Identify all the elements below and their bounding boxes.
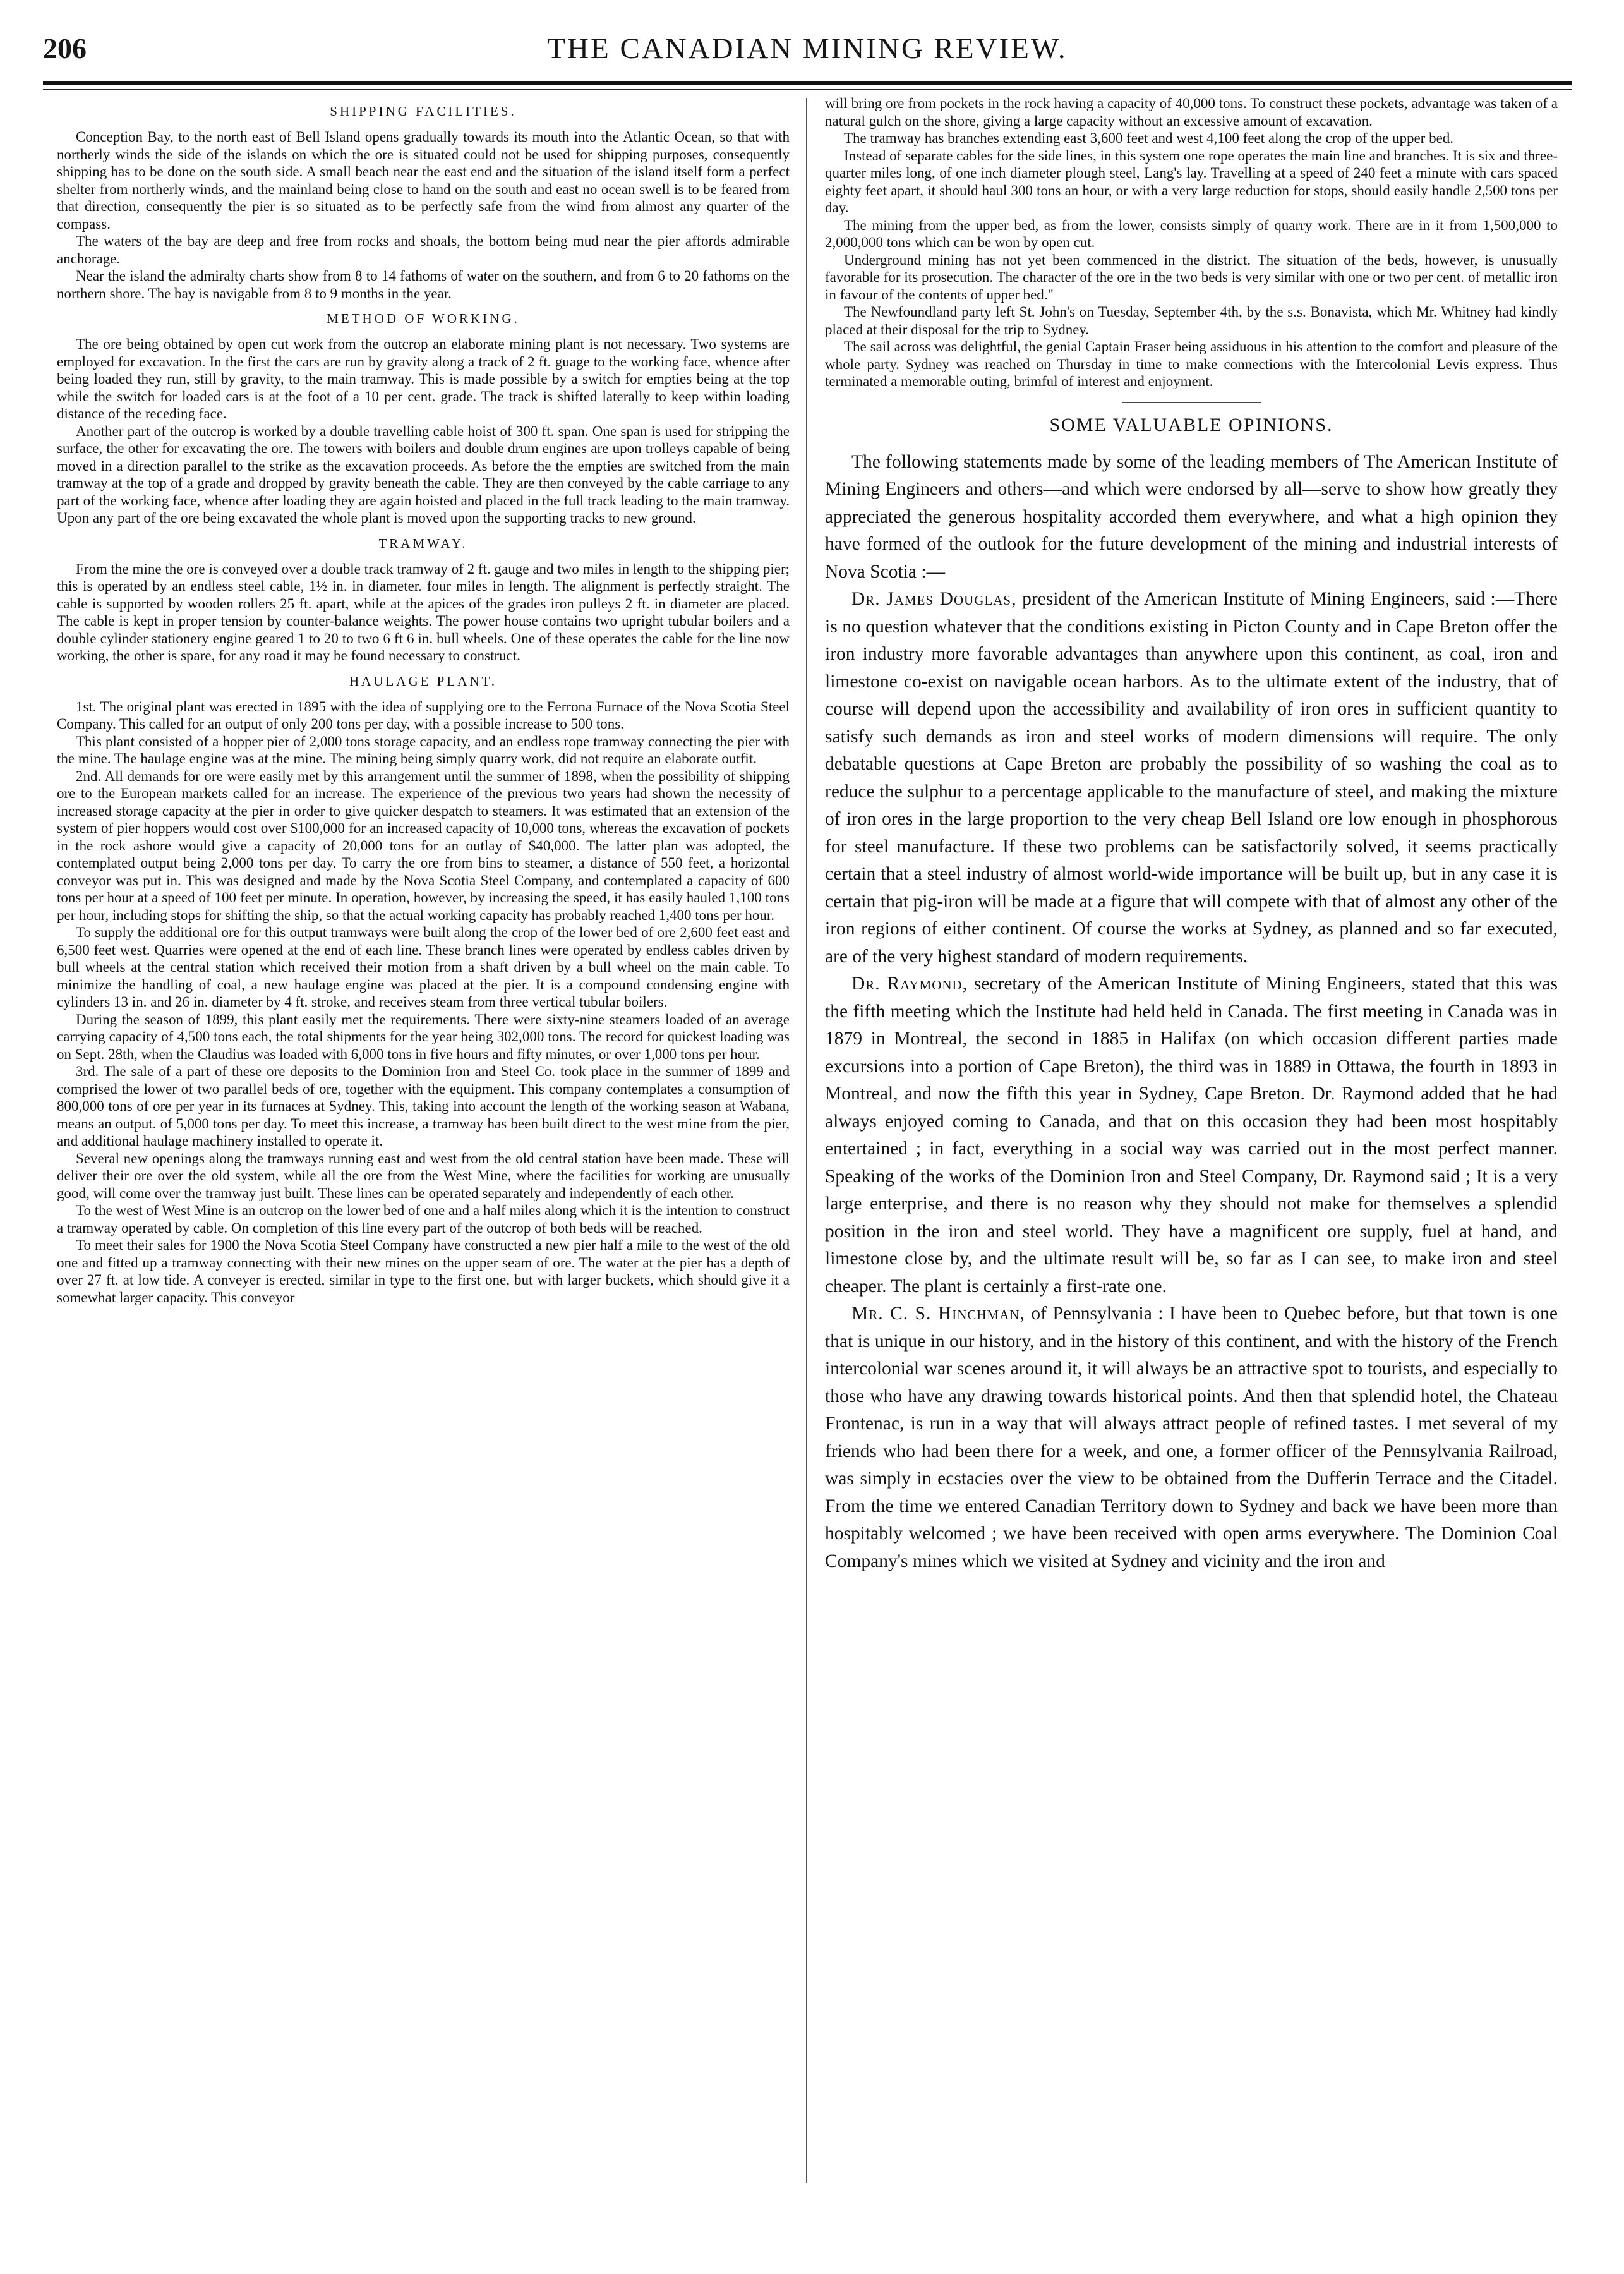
paragraph: The tramway has branches extending east 3,600 feet and west 4,100 feet along the crop of the upper bed. bbox=[844, 130, 1454, 146]
paragraph: The ore being obtained by open cut work from the outcrop an elaborate mining plant is not necessary. Two systems are employed for excavation. In the first the cars are run by gravity along a track of 2 ft. guage to the working face, whence after being loaded they run, still by gravity, to the main tramway. This is made possible by a switch for empties being at the top while the switch for loaded cars is at the foot of a 10 per cent. grade. The track is shifted laterally to keep within loading distance of the receding face. bbox=[57, 336, 790, 421]
paragraph: To the west of West Mine is an outcrop on the lower bed of one and a half miles along which it is the intention to construct a tramway operated by cable. On completion of this line every part of the outcrop of both beds will be reached. bbox=[57, 1202, 790, 1236]
opinion-entry bbox=[825, 971, 1558, 1300]
paragraph: The Newfoundland party left St. John's on Tuesday, September 4th, by the s.s. Bonavista, which Mr. Whitney had kindly placed at their disposal for the trip to Sydney. bbox=[825, 304, 1558, 337]
section-heading-method: METHOD OF WORKING. bbox=[327, 311, 520, 326]
page-number: 206 bbox=[43, 32, 87, 64]
opinion-text: president of the American Institute of Mining Engineers, said :—There is no question whatever that the conditions existing in Picton County and in Cape Breton offer the iron industry more favorable advantages than anywhere upon this continent, as coal, iron and limestone co-exist on navigable ocean harbors. As to the ultimate extent of the industry, that of course will depend upon the accessibility and availability of iron ores in sufficient quantity to satisfy such demands as iron and steel works of modern dimensions will require. The only debatable questions at Cape Breton are probably the possibility of so washing the coal as to reduce the sulphur to a percentage applicable to the manufacture of steel, and making the mixture of iron ores in the large proportion to the very cheap Bell Island ore low enough in phosphorous for steel manufacture. If these two problems can be satisfactorily solved, it seems practically certain that a steel industry of almost world-wide importance will be built up, but in any case it is certain that pig-iron will be made at a figure that will compete with that of almost any other of the iron regions of either continent. Of course the works at Sydney, as planned and so far executed, are of the very highest standard of modern requirements. bbox=[825, 589, 1558, 967]
page-header bbox=[43, 32, 1572, 76]
left-column bbox=[57, 95, 790, 2196]
header-rule bbox=[43, 81, 1572, 85]
paragraph: The sail across was delightful, the genial Captain Fraser being assiduous in his attention to the comfort and pleasure of the whole party. Sydney was reached on Thursday in time to make connections with the Intercolonial Levis express. Thus terminated a memorable outing, brimful of interest and enjoyment. bbox=[825, 339, 1558, 389]
header-rule-thin bbox=[43, 89, 1572, 90]
section-heading-tramway: TRAMWAY. bbox=[378, 535, 468, 551]
section-heading-shipping: SHIPPING FACILITIES. bbox=[330, 104, 517, 119]
paragraph: From the mine the ore is conveyed over a double track tramway of 2 ft. gauge and two miles in length to the shipping pier; this is operated by an endless steel cable, 1½ in. in diameter. four miles in length. The alignment is perfectly straight. The cable is supported by wooden rollers 25 ft. apart, while at the apices of the grades iron pulleys 2 ft. in diameter are placed. The cable is kept in proper tension by counter-balance weights. The power house contains two upright tubular boilers and a double cylinder stationery engine geared 1 to 20 to two 6 ft 6 in. bull wheels. One of these operates the cable for the line now working, the other is spare, for any road it may be found necessary to construct. bbox=[57, 560, 790, 663]
paragraph: To meet their sales for 1900 the Nova Scotia Steel Company have constructed a new pier half a mile to the west of the old one and fitted up a tramway connecting with their new mines on the upper seam of ore. The water at the pier has a depth of over 27 ft. at low tide. A conveyer is erected, similar in type to the first one, but with larger buckets, which should give it a somewhat larger capacity. This conveyor bbox=[57, 1237, 790, 1305]
paragraph: Conception Bay, to the north east of Bell Island opens gradually towards its mouth into the Atlantic Ocean, so that with northerly winds the side of the islands on which the ore is situated could not be used for shipping purposes, consequently shipping has to be done on the south side. A small beach near the east end and the situation of the island itself form a perfect shelter from northerly winds, and the mainland being close to hand on the south and east no ocean swell is to be feared from that direction, consequently the pier is so situated as to be perfectly safe from the wind from almost any quarter of the compass. bbox=[57, 129, 790, 232]
opinions-intro: The following statements made by some of the leading members of The American Institute of Mining Engineers and others—and which were endorsed by all—serve to show how greatly they appreciated the generous hospitality accorded them everywhere, and what a high opinion they have formed of the outlook for the future development of the mining and industrial interests of Nova Scotia :— bbox=[825, 451, 1558, 582]
column-divider bbox=[806, 98, 807, 2183]
opinion-entry bbox=[825, 1300, 1558, 1575]
paragraph: The waters of the bay are deep and free from rocks and shoals, the bottom being mud near the pier affords admirable anchorage. bbox=[57, 233, 790, 267]
opinions-heading: SOME VALUABLE OPINIONS. bbox=[1049, 414, 1333, 435]
paragraph: 3rd. The sale of a part of these ore deposits to the Dominion Iron and Steel Co. took place in the summer of 1899 and comprised the lower of two parallel beds of ore, together with the equipment. This company contemplates a consumption of 800,000 tons of ore per year in its furnaces at Sydney. This, taking into account the length of the working season at Wabana, means an output. of 5,000 tons per day. To meet this increase, a tramway has been built direct to the west mine from the pier, and additional haulage machinery installed to operate it. bbox=[57, 1063, 790, 1149]
paragraph: During the season of 1899, this plant easily met the requirements. There were sixty-nine steamers loaded of an average carrying capacity of 4,500 tons each, the total shipments for the year being 302,000 tons. The record for quickest loading was on Sept. 28th, when the Claudius was loaded with 6,000 tons in five hours and fifty minutes, or over 1,000 tons per hour. bbox=[57, 1011, 790, 1062]
paragraph: Near the island the admiralty charts show from 8 to 14 fathoms of water on the southern, and from 6 to 20 fathoms on the northern shore. The bay is navigable from 8 to 9 months in the year. bbox=[57, 268, 790, 301]
section-separator bbox=[1122, 402, 1261, 403]
opinion-text: secretary of the American Institute of Mining Engineers, stated that this was the fifth meeting which the Institute had held held in Canada. The first meeting in Canada was in 1879 in Montreal, the second in 1885 in Halifax (on which occasion different parties made excursions into a portion of Cape Breton), the third was in 1889 in Ottawa, the fourth in 1893 in Montreal, and now the fifth this year in Sydney, Cape Breton. Dr. Raymond added that he had always enjoyed coming to Canada, and that on this occasion they had been most hospitably entertained ; in fact, everything in a social way was carried out in the most perfect manner. Speaking of the works of the Dominion Iron and Steel Company, Dr. Raymond said ; It is a very large enterprise, and there is no reason why they should not make for themselves a splendid position in the iron and steel world. They have a magnificent ore supply, fuel at hand, and limestone close by, and the ultimate result will be, so far as I can see, to make iron and steel cheaper. The plant is certainly a first-rate one. bbox=[825, 974, 1558, 1297]
paragraph: The mining from the upper bed, as from the lower, consists simply of quarry work. There are in it from 1,500,000 to 2,000,000 tons which can be won by open cut. bbox=[825, 217, 1558, 250]
speaker-name: Dr. James Douglas, bbox=[851, 589, 1017, 609]
paragraph: To supply the additional ore for this output tramways were built along the crop of the lower bed of ore 2,600 feet east and 6,500 feet west. Quarries were opened at the end of each line. These branch lines were operated by endless cables driven by bull wheels at the central station which received their motion from a shaft driven by a bull wheel on the main cable. To minimize the handling of coal, a new haulage engine was placed at the pier. It is a compound condensing engine with cylinders 13 in. and 26 in. diameter by 4 ft. stroke, and receives steam from three vertical tubular boilers. bbox=[57, 924, 790, 1010]
speaker-name: Mr. C. S. Hinchman, bbox=[851, 1303, 1025, 1324]
continued-article bbox=[825, 95, 1558, 390]
paragraph: Another part of the outcrop is worked by a double travelling cable hoist of 300 ft. span. One span is used for stripping the surface, the other for excavating the ore. The towers with boilers and double drum engines are upon trolleys capable of being moved in a direction parallel to the strike as the excavation proceeds. As before the the empties are switched from the main tramway at the top of a grade and dropped by gravity beneath the cable. They are then conveyed by the cable carriage to any part of the working face, whence after loading they are again hoisted and placed in the full track leading to the main tramway. Upon any part of the ore being excavated the whole plant is moved upon the supporting tracks to new ground. bbox=[57, 423, 790, 526]
paragraph: Underground mining has not yet been commenced in the district. The situation of the beds, however, is unusually favorable for its prosecution. The character of the ore in the two beds is very similar with one or two per cent. of metallic iron in favour of the contents of upper bed." bbox=[825, 251, 1558, 303]
section-heading-haulage: HAULAGE PLANT. bbox=[349, 673, 498, 689]
paragraph: 1st. The original plant was erected in 1895 with the idea of supplying ore to the Ferrona Furnace of the Nova Scotia Steel Company. This called for an output of only 200 tons per day, with a possible increase to 500 tons. bbox=[57, 698, 790, 732]
paragraph: will bring ore from pockets in the rock having a capacity of 40,000 tons. To construct these pockets, advantage was taken of a natural gulch on the shore, giving a large capacity without an excessive amount of excavation. bbox=[825, 95, 1558, 129]
opinions-article bbox=[825, 449, 1558, 1576]
speaker-name: Dr. Raymond, bbox=[851, 974, 968, 994]
opinion-text: of Pennsylvania : I have been to Quebec before, but that town is one that is unique in our history, and in the history of this continent, and with the history of the French intercolonial war scenes around it, it will always be an attractive spot to tourists, and especially to those who have any drawing towards historical points. And then that splendid hotel, the Chateau Frontenac, is run in a way that will always attract people of refined tastes. I met several of my friends who had been there for a week, and one, a former officer of the Pennsylvania Railroad, was simply in ecstacies over the view to be obtained from the Dufferin Terrace and the Citadel. From the time we entered Canadian Territory down to Sydney and back we have been more than hospitably welcomed ; we have been received with open arms everywhere. The Dominion Coal Company's mines which we visited at Sydney and vicinity and the iron and bbox=[825, 1303, 1558, 1571]
paragraph: This plant consisted of a hopper pier of 2,000 tons storage capacity, and an endless rope tramway connecting the pier with the mine. The haulage engine was at the mine. The mining being simply quarry work, did not require an elaborate outfit. bbox=[57, 733, 790, 766]
journal-title: THE CANADIAN MINING REVIEW. bbox=[547, 32, 1068, 65]
opinion-entry bbox=[825, 586, 1558, 971]
paragraph: Instead of separate cables for the side lines, in this system one rope operates the main line and branches. It is six and three-quarter miles long, of one inch diameter plough steel, Lang's lay. Travelling at a speed of 240 feet a minute with cars spaced eighty feet apart, it should haul 300 tons an hour, or with a very large reduction for stops, should easily handle 2,500 tons per day. bbox=[825, 147, 1558, 215]
paragraph: Several new openings along the tramways running east and west from the old central station have been made. These will deliver their ore over the old system, while all the ore from the West Mine, where the facilities for working are unusually good, will come over the tramway just built. These lines can be operated separately and independently of each other. bbox=[57, 1150, 790, 1201]
paragraph: 2nd. All demands for ore were easily met by this arrangement until the summer of 1898, when the possibility of shipping ore to the European markets called for an increase. The experience of the previous two years had shown the necessity of increased storage capacity at the pier in order to give quicker despatch to steamers. It was estimated that an extension of the system of pier hoppers would cost over $100,000 for an increased capacity of 10,000 tons, whereas the excavation of pockets in the rock ashore would give a capacity of 20,000 tons for an outlay of $40,000. The latter plan was adopted, the contemplated output being 2,000 tons per day. To carry the ore from bins to steamer, a distance of 550 feet, a horizontal conveyor was put in. This was designed and made by the Nova Scotia Steel Company, and contemplated a capacity of 600 tons per hour at a speed of 100 feet per minute. In operation, however, by increasing the speed, it has easily hauled 1,100 tons per hour, including stops for shifting the ship, so that the actual working capacity has probably reached 1,400 tons per hour. bbox=[57, 768, 790, 923]
right-column bbox=[825, 95, 1558, 2196]
